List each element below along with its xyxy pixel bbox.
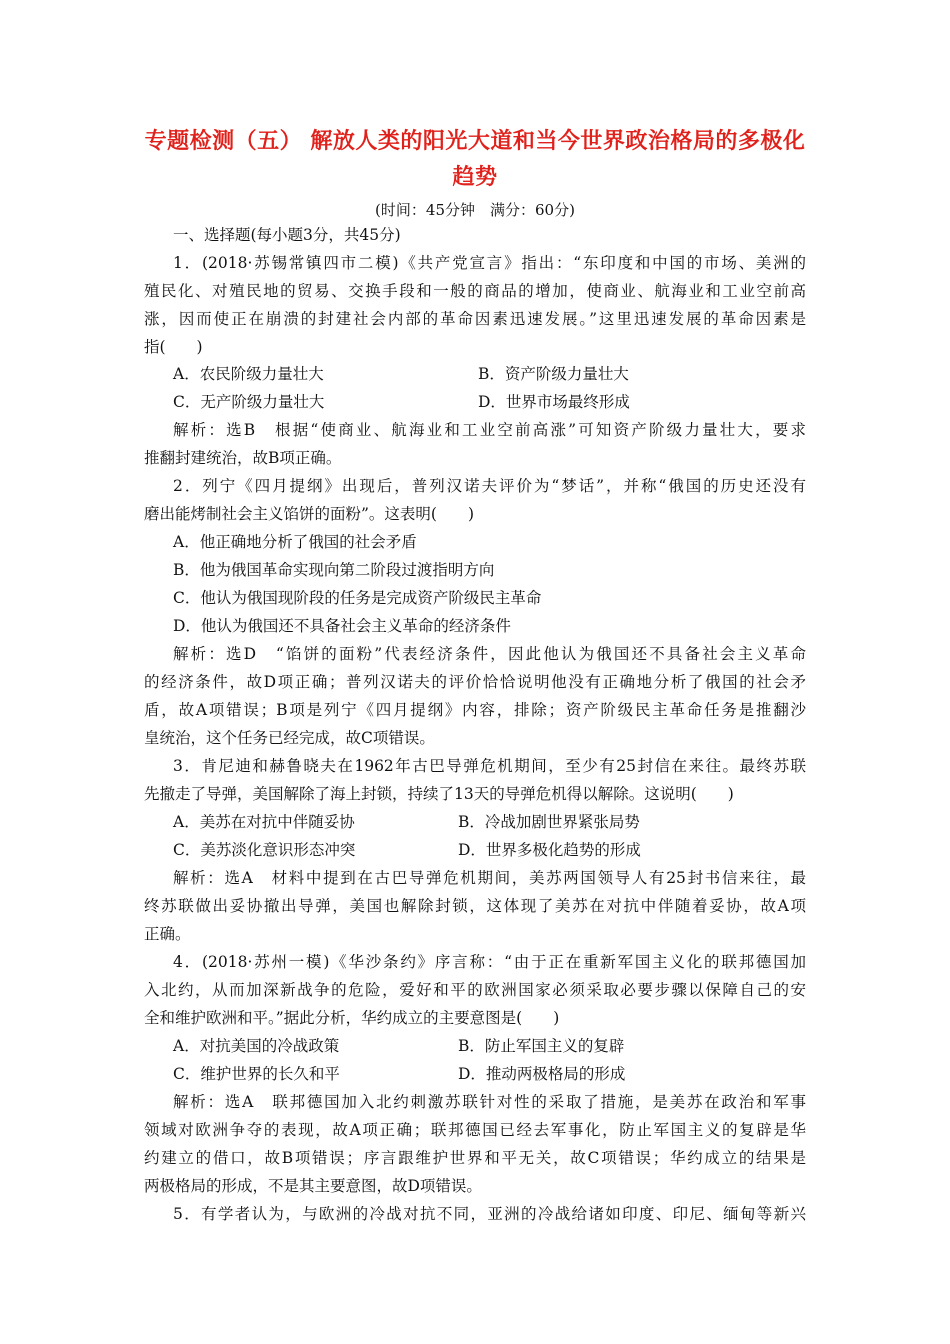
- q3-explanation-line1: 解析：选A 材料中提到在古巴导弹危机期间，美苏两国领导人有25封书信来往，最: [173, 869, 806, 887]
- q3-explanation-line2: 终苏联做出妥协撤出导弹，美国也解除封锁，这体现了美苏在对抗中伴随着妥协，故A项: [144, 897, 806, 915]
- q4-explanation-line2: 领域对欧洲争夺的表现，故A项正确；联邦德国已经去军事化，防止军国主义的复辟是华: [144, 1121, 806, 1139]
- q1-option-b: B．资产阶级力量壮大: [478, 365, 629, 383]
- q2-option-a: A．他正确地分析了俄国的社会矛盾: [173, 533, 417, 551]
- q1-options-row1: [173, 364, 806, 384]
- q1-option-d: D．世界市场最终形成: [478, 393, 630, 411]
- section-heading: 一、选择题(每小题3分，共45分): [173, 226, 401, 244]
- q2-option-b: B．他为俄国革命实现向第二阶段过渡指明方向: [173, 561, 495, 579]
- q4-option-b: B．防止军国主义的复辟: [458, 1037, 625, 1055]
- q2-option-c: C．他认为俄国现阶段的任务是完成资产阶级民主革命: [173, 589, 542, 607]
- q4-option-d: D．推动两极格局的形成: [458, 1065, 626, 1083]
- q1-option-c: C．无产阶级力量壮大: [173, 393, 325, 411]
- q1-options-row2: [173, 392, 806, 412]
- q2-option-d: D．他认为俄国还不具备社会主义革命的经济条件: [173, 617, 511, 635]
- q1-explanation-line1: 解析：选B 根据“使商业、航海业和工业空前高涨”可知资产阶级力量壮大，要求: [173, 421, 806, 439]
- q4-stem-line2: 入北约，从而加深新战争的危险，爱好和平的欧洲国家必须采取必要步骤以保障自己的安: [144, 981, 806, 999]
- q4-explanation-line3: 约建立的借口，故B项错误；序言跟维护世界和平无关，故C项错误；华约成立的结果是: [144, 1149, 806, 1167]
- q2-stem-line2: 磨出能烤制社会主义馅饼的面粉”。这表明( ): [144, 505, 475, 523]
- q4-option-c: C．维护世界的长久和平: [173, 1065, 340, 1083]
- q4-stem-line3: 全和维护欧洲和平。”据此分析，华约成立的主要意图是( ): [144, 1009, 560, 1027]
- q1-stem-line4: 指( ): [144, 338, 203, 356]
- q3-options-row2: [173, 840, 806, 860]
- q4-explanation-line4: 两极格局的形成，不是其主要意图，故D项错误。: [144, 1177, 482, 1195]
- q1-stem-line1: 1．(2018·苏锡常镇四市二模)《共产党宣言》指出：“东印度和中国的市场、美洲的: [173, 254, 806, 272]
- q3-option-a: A．美苏在对抗中伴随妥协: [173, 813, 355, 831]
- document-title-line2: 趋势: [452, 164, 498, 190]
- q3-options-row1: [173, 812, 806, 832]
- q4-explanation-line1: 解析：选A 联邦德国加入北约刺激苏联针对性的采取了措施，是美苏在政治和军事: [173, 1093, 806, 1111]
- q3-stem-line2: 先撤走了导弹，美国解除了海上封锁，持续了13天的导弹危机得以解除。这说明( ): [144, 785, 734, 803]
- q2-explanation-line2: 的经济条件，故D项正确；普列汉诺夫的评价恰恰说明他没有正确地分析了俄国的社会矛: [144, 673, 806, 691]
- q2-explanation-line4: 皇统治，这个任务已经完成，故C项错误。: [144, 729, 435, 747]
- q3-explanation-line3: 正确。: [144, 925, 191, 943]
- q1-stem-line3: 涨，因而使正在崩溃的封建社会内部的革命因素迅速发展。”这里迅速发展的革命因素是: [144, 310, 806, 328]
- time-info: (时间：45分钟 满分：60分): [375, 201, 575, 219]
- q2-explanation-line1: 解析：选D “馅饼的面粉”代表经济条件，因此他认为俄国还不具备社会主义革命: [173, 645, 806, 663]
- q4-option-a: A．对抗美国的冷战政策: [173, 1037, 340, 1055]
- document-title-line1: 专题检测（五） 解放人类的阳光大道和当今世界政治格局的多极化: [144, 128, 806, 154]
- q4-options-row2: [173, 1064, 806, 1084]
- q1-option-a: A．农民阶级力量壮大: [173, 365, 324, 383]
- q3-option-d: D．世界多极化趋势的形成: [458, 841, 641, 859]
- q2-explanation-line3: 盾，故A项错误；B项是列宁《四月提纲》内容，排除；资产阶级民主革命任务是推翻沙: [144, 701, 806, 719]
- q1-stem-line2: 殖民化、对殖民地的贸易、交换手段和一般的商品的增加，使商业、航海业和工业空前高: [144, 282, 806, 300]
- q1-explanation-line2: 推翻封建统治，故B项正确。: [144, 449, 342, 467]
- q4-options-row1: [173, 1036, 806, 1056]
- q3-option-c: C．美苏淡化意识形态冲突: [173, 841, 356, 859]
- q2-stem-line1: 2．列宁《四月提纲》出现后，普列汉诺夫评价为“梦话”，并称“俄国的历史还没有: [173, 477, 806, 495]
- q4-stem-line1: 4．(2018·苏州一模)《华沙条约》序言称：“由于正在重新军国主义化的联邦德国加: [173, 953, 806, 971]
- q3-stem-line1: 3．肯尼迪和赫鲁晓夫在1962年古巴导弹危机期间，至少有25封信在来往。最终苏联: [173, 757, 806, 775]
- q5-stem-line1: 5．有学者认为，与欧洲的冷战对抗不同，亚洲的冷战给诸如印度、印尼、缅甸等新兴: [173, 1205, 806, 1223]
- q3-option-b: B．冷战加剧世界紧张局势: [458, 813, 640, 831]
